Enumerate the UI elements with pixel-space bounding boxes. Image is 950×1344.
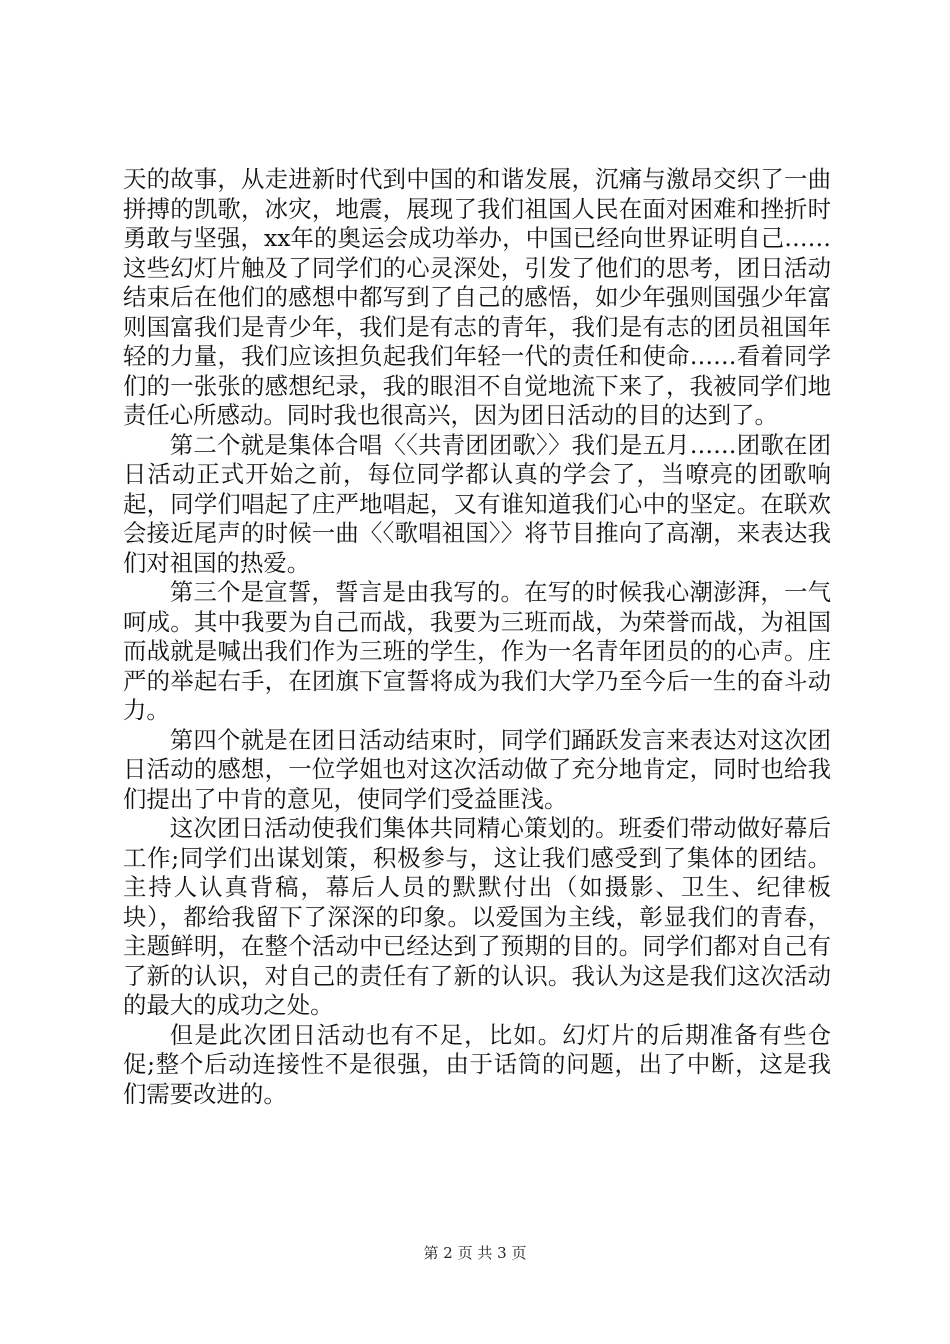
paragraph-2: 第二个就是集体合唱〈〈共青团团歌〉〉我们是五月……团歌在团日活动正式开始之前，每位同学都认真的学会了，当嘹亮的团歌响起，同学们唱起了庄严地唱起，又有谁知道我们心中的坚定。在联欢会接近尾声的时候一曲〈〈歌唱祖国〉〉将节目推向了高潮，来表达我们对祖国的热爱。: [123, 430, 831, 577]
paragraph-5: 这次团日活动使我们集体共同精心策划的。班委们带动做好幕后工作;同学们出谋划策，积极参与，这让我们感受到了集体的团结。主持人认真背稿，幕后人员的默默付出（如摄影、卫生、纪律板块），都给我留下了深深的印象。以爱国为主线，彰显我们的青春，主题鲜明，在整个活动中已经达到了预期的目的。同学们都对自己有了新的认识，对自己的责任有了新的认识。我认为这是我们这次活动的最大的成功之处。: [123, 814, 831, 1019]
document-body: [123, 165, 831, 1109]
paragraph-4: 第四个就是在团日活动结束时，同学们踊跃发言来表达对这次团日活动的感想，一位学姐也对这次活动做了充分地肯定，同时也给我们提出了中肯的意见，使同学们受益匪浅。: [123, 725, 831, 813]
paragraph-1: 天的故事，从走进新时代到中国的和谐发展，沉痛与激昂交织了一曲拼搏的凯歌，冰灾，地震，展现了我们祖国人民在面对困难和挫折时勇敢与坚强，xx年的奥运会成功举办，中国已经向世界证明自己……这些幻灯片触及了同学们的心灵深处，引发了他们的思考，团日活动结束后在他们的感想中都写到了自己的感悟，如少年强则国强少年富则国富我们是青少年，我们是有志的青年，我们是有志的团员祖国年轻的力量，我们应该担负起我们年轻一代的责任和使命……看着同学们的一张张的感想纪录，我的眼泪不自觉地流下来了，我被同学们地责任心所感动。同时我也很高兴，因为团日活动的目的达到了。: [123, 165, 831, 429]
paragraph-3: 第三个是宣誓，誓言是由我写的。在写的时候我心潮澎湃，一气呵成。其中我要为自己而战，我要为三班而战，为荣誉而战，为祖国而战就是喊出我们作为三班的学生，作为一名青年团员的的心声。庄严的举起右手，在团旗下宣誓将成为我们大学乃至今后一生的奋斗动力。: [123, 578, 831, 724]
paragraph-6: 但是此次团日活动也有不足，比如。幻灯片的后期准备有些仓促;整个后动连接性不是很强，由于话筒的问题，出了中断，这是我们需要改进的。: [123, 1020, 831, 1108]
page-footer: 第 2 页 共 3 页: [423, 1244, 527, 1262]
